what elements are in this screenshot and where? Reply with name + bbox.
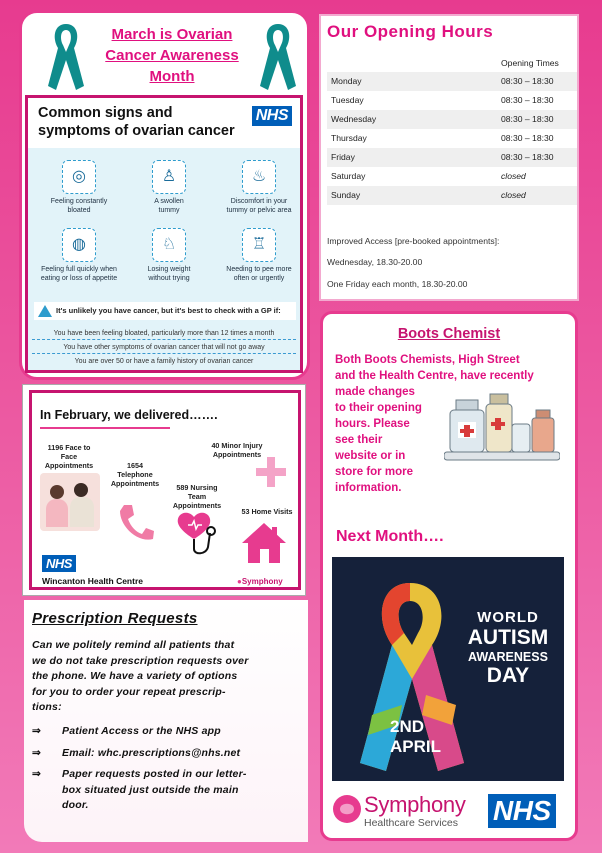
arrow-icon: ⇒ — [32, 768, 41, 780]
teal-ribbon-icon — [44, 20, 88, 92]
boots-chemist-title: Boots Chemist — [397, 326, 501, 342]
boots-text: to their opening — [335, 402, 422, 414]
hours-row — [327, 91, 577, 110]
stat-text: 40 Minor Injury — [211, 441, 263, 450]
day-label: Friday — [331, 152, 355, 162]
autism-day-text — [456, 609, 560, 688]
nursing-stat — [167, 483, 227, 510]
opening-times-header: Opening Times — [501, 58, 559, 68]
prescription-text: we do not take prescription requests over — [32, 654, 249, 667]
gp-notice — [34, 302, 296, 320]
improved-access-label: Improved Access [pre-booked appointments]: — [327, 236, 500, 246]
autism-awareness-poster — [332, 557, 564, 781]
pelvic-icon: ♨ — [242, 160, 276, 194]
symptom-label: bloated — [67, 207, 91, 214]
warning-icon — [38, 305, 52, 317]
health-centre-name: Wincanton Health Centre — [42, 576, 143, 586]
arrow-icon: ⇒ — [32, 746, 41, 759]
arrow-icon: ⇒ — [32, 725, 41, 737]
boots-text: and the Health Centre, have recently — [335, 370, 534, 382]
person-body — [70, 497, 94, 527]
house-icon — [240, 521, 288, 565]
ovarian-symptoms-infographic — [25, 95, 303, 373]
poster-date: APRIL — [390, 737, 441, 756]
weight-loss-icon: ♘ — [152, 228, 186, 262]
symptom-label: tummy — [158, 207, 180, 214]
boots-text: see their — [335, 434, 383, 446]
improved-access-wednesday: Wednesday, 18.30-20.00 — [327, 257, 423, 267]
symptom-item — [214, 228, 304, 283]
option-text: Paper requests posted in our letter- — [62, 768, 247, 780]
prescription-text: for you to order your repeat prescrip- — [32, 685, 226, 698]
option-text: door. — [62, 799, 89, 811]
prescription-text: the phone. We have a variety of options — [32, 670, 238, 682]
stat-text: 589 Nursing — [176, 483, 218, 492]
stat-text: Telephone — [117, 470, 153, 479]
boots-text: made changes — [335, 386, 415, 398]
symphony-logo-small — [237, 577, 283, 586]
opening-time: closed — [501, 171, 526, 181]
opening-time: closed — [501, 190, 526, 200]
opening-time: 08:30 – 18:30 — [501, 114, 554, 124]
option-text: Patient Access or the NHS app — [62, 725, 221, 737]
prescription-options — [32, 724, 306, 820]
day-label: Sunday — [331, 190, 361, 200]
symptom-item — [124, 228, 214, 283]
symptom-item — [34, 228, 124, 283]
symptom-label: Losing weight — [147, 266, 191, 273]
medicine-bottles-icon — [444, 388, 560, 468]
symphony-subtitle: Healthcare Services — [364, 817, 458, 829]
symptom-item — [124, 160, 214, 215]
stat-text: Face — [60, 452, 78, 461]
bloat-icon: ◎ — [62, 160, 96, 194]
february-stats-frame — [29, 390, 301, 590]
stat-text: 1196 Face to — [47, 443, 91, 452]
stat-text: Appointments — [110, 479, 160, 488]
opening-time: 08:30 – 18:30 — [501, 152, 554, 162]
hours-row — [327, 72, 577, 91]
symptom-label: eating or loss of appetite — [40, 275, 118, 282]
opening-time: 08:30 – 18:30 — [501, 95, 554, 105]
february-stats-panel — [22, 384, 306, 596]
hours-row — [327, 186, 577, 205]
day-label: Thursday — [331, 133, 367, 143]
stat-text: Appointments — [172, 501, 222, 510]
phone-icon — [118, 503, 154, 543]
hours-row — [327, 129, 577, 148]
teal-ribbon-icon — [256, 20, 300, 92]
prescription-title: Prescription Requests — [32, 610, 198, 627]
stat-text: 1654 — [127, 461, 143, 470]
boots-text: Both Boots Chemists, High Street — [335, 354, 520, 366]
telephone-stat — [102, 461, 168, 488]
title-line: March is Ovarian — [111, 26, 233, 43]
prescription-text: Can we politely remind all patients that — [32, 639, 235, 651]
person-icon — [50, 485, 64, 499]
face-to-face-stat — [34, 443, 104, 470]
poster-text: DAY — [486, 664, 530, 687]
symptom-label: often or urgently — [233, 275, 285, 282]
symptom-item — [214, 160, 304, 215]
day-label: Tuesday — [331, 95, 364, 105]
opening-hours-title: Our Opening Hours — [327, 22, 494, 41]
infographic-header — [28, 98, 300, 148]
next-month-title: Next Month…. — [336, 528, 444, 545]
prescription-body — [32, 638, 306, 716]
ovarian-awareness-title — [88, 24, 256, 87]
nhs-logo: NHS — [42, 555, 76, 572]
medical-cross-icon — [256, 457, 286, 487]
february-heading: In February, we delivered……. — [40, 408, 218, 422]
hours-row — [327, 148, 577, 167]
symptom-label: tummy or pelvic area — [226, 207, 292, 214]
improved-access-friday: One Friday each month, 18.30-20.00 — [327, 279, 468, 289]
symphony-mark-icon: ● — [237, 577, 242, 586]
symptom-label: Discomfort in your — [230, 198, 288, 205]
stat-text: Appointments — [212, 450, 262, 459]
symphony-name: Symphony — [241, 577, 283, 586]
stethoscope-heart-icon — [174, 509, 224, 557]
stat-text: Appointments — [44, 461, 94, 470]
opening-hours-panel — [319, 14, 579, 301]
poster-text: AWARENESS — [468, 650, 548, 664]
symptom-label: A swollen — [154, 198, 184, 205]
doctor-patient-illustration — [40, 473, 100, 531]
prescription-text: tions: — [32, 701, 62, 713]
gp-notice-text: It's unlikely you have cancer, but it's best to check with a GP if: — [56, 306, 281, 315]
poster-text: WORLD — [477, 609, 539, 626]
symptom-label: without trying — [148, 275, 190, 282]
boots-text: store for more — [335, 466, 413, 478]
opening-time: 08:30 – 18:30 — [501, 76, 554, 86]
heading-underline — [40, 427, 170, 429]
hours-row — [327, 167, 577, 186]
poster-text: AUTISM — [467, 626, 549, 649]
toilet-icon: ♖ — [242, 228, 276, 262]
person-icon — [74, 483, 88, 497]
hours-row — [327, 110, 577, 129]
infographic-heading: Common signs and — [38, 105, 173, 121]
prescription-option — [32, 767, 306, 814]
title-line: Cancer Awareness — [105, 47, 239, 64]
symptom-label: Feeling full quickly when — [41, 266, 117, 273]
nhs-logo: NHS — [252, 106, 292, 126]
symphony-name: Symphony — [364, 792, 466, 817]
person-body — [46, 499, 68, 527]
symptom-label: Needing to pee more — [226, 266, 292, 273]
prescription-option — [32, 746, 306, 762]
boots-text: information. — [335, 482, 402, 494]
gp-criterion: You have other symptoms of ovarian cancer that will not go away — [32, 342, 296, 354]
nhs-logo: NHS — [488, 794, 556, 828]
swollen-tummy-icon: ♙ — [152, 160, 186, 194]
symptom-item — [34, 160, 124, 215]
option-text: Email: whc.prescriptions@nhs.net — [62, 746, 241, 759]
gp-criterion: You have been feeling bloated, particularly more than 12 times a month — [32, 328, 296, 340]
boots-text: hours. Please — [335, 418, 410, 430]
boots-text: website or in — [335, 450, 406, 462]
option-text: box situated just outside the main — [62, 783, 239, 796]
opening-time: 08:30 – 18:30 — [501, 133, 554, 143]
home-visits-stat: 53 Home Visits — [241, 507, 293, 516]
gp-criterion: You are over 50 or have a family history of ovarian cancer — [74, 358, 254, 365]
day-label: Wednesday — [331, 114, 377, 124]
day-label: Monday — [331, 76, 362, 86]
infographic-heading: symptoms of ovarian cancer — [38, 123, 235, 139]
plate-icon: ◍ — [62, 228, 96, 262]
title-line: Month — [149, 68, 195, 85]
prescription-option — [32, 724, 306, 740]
symphony-logo — [330, 790, 490, 834]
prescription-panel — [24, 600, 308, 842]
autism-date — [390, 717, 441, 757]
stat-text: Team — [187, 492, 207, 501]
poster-date: 2ND — [390, 717, 425, 736]
day-label: Saturday — [331, 171, 366, 181]
symptom-label: Feeling constantly — [50, 198, 108, 205]
symphony-mark-icon — [332, 794, 362, 824]
